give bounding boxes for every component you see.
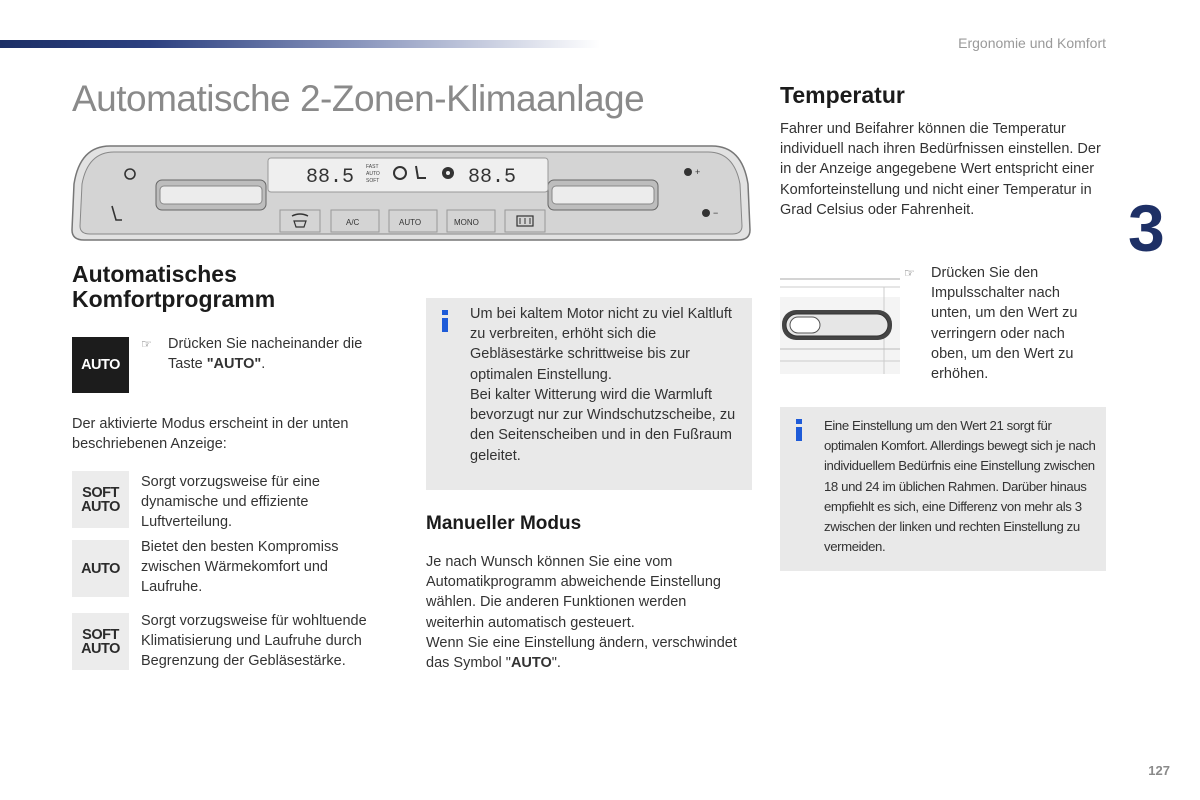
badge-line2: AUTO <box>81 560 120 577</box>
auto-key-icon: AUTO <box>72 337 129 393</box>
info-icon <box>796 419 802 441</box>
manual-para2-suffix: ". <box>551 655 561 672</box>
badge-line1: SOFT <box>82 484 119 501</box>
badge-line2: AUTO <box>81 498 120 515</box>
chapter-number: 3 <box>1128 191 1163 265</box>
instruction-key: "AUTO" <box>206 356 262 373</box>
instruction-text: Drücken Sie nacheinander die Taste <box>168 336 363 373</box>
badge-line2: AUTO <box>81 640 120 657</box>
manual-para2-key: AUTO <box>510 655 552 672</box>
temperature-heading: Temperatur <box>780 82 905 108</box>
svg-text:+: + <box>695 167 701 177</box>
mode-auto-label: AUTO <box>366 171 380 177</box>
auto-badge <box>72 540 129 597</box>
left-temp-display: 88.5 <box>306 166 355 189</box>
instruction-suffix: . <box>261 356 266 373</box>
mode-fast-label: FAST <box>366 164 379 170</box>
info-box-cold <box>426 298 752 490</box>
mode-desc-2: Bietet den besten Kompromiss zwischen Wärmekomfort und Laufruhe. <box>141 539 339 596</box>
right-temp-display: 88.5 <box>468 166 517 189</box>
temperature-instruction: Drücken Sie den Impulsschalter nach unten, um den Wert zu verringern oder nach oben, um den Wert zu erhöhen. <box>931 265 1078 383</box>
manual-para1: Je nach Wunsch können Sie eine vom Automatikprogramm abweichende Einstellung wählen. Die anderen Funktionen werden weiterhin automatisch gesteuert. <box>426 554 721 631</box>
mode-desc-1: Sorgt vorzugsweise für eine dynamische und effiziente Luftverteilung. <box>141 474 320 531</box>
comfort-heading <box>72 262 275 312</box>
display-intro: Der aktivierte Modus erscheint in der unten beschriebenen Anzeige: <box>72 416 349 453</box>
svg-text:−: − <box>713 208 719 218</box>
page-title: Automatische 2-Zonen-Klimaanlage <box>72 78 645 119</box>
mode-soft-label: SOFT <box>366 178 380 184</box>
climate-panel-illustration <box>70 144 752 244</box>
page-number: 127 <box>1148 763 1170 778</box>
temperature-text: Fahrer und Beifahrer können die Temperatur individuell nach ihren Bedürfnissen einstellen. Der in der Anzeige angegebene Wert entspricht einer Komforteinstellung und nicht einer Temperatur in Grad Celsius oder Fahrenheit. <box>780 121 1101 218</box>
info-cold-para1: Um bei kaltem Motor nicht zu viel Kaltluft zu verbreiten, erhöht sich die Gebläsestärke schrittweise bis zur optimalen Einstellung. <box>470 306 732 383</box>
comfort-heading-line1: Automatisches <box>72 261 237 287</box>
info-box-temperature <box>780 407 1106 571</box>
auto-button: AUTO <box>399 218 422 227</box>
ac-button: A/C <box>346 218 360 227</box>
info-temp-text: Eine Einstellung um den Wert 21 sorgt für optimalen Komfort. Allerdings bewegt sich je nach individuellem Bedürfnis eine Einstellung zwischen 18 und 24 im üblichen Rahmen. Darüber hinaus empfiehlt es sich, eine Differenz von mehr als 3 zwischen der linken und rechten Einstellung zu vermeiden. <box>824 418 1096 555</box>
section-title: Ergonomie und Komfort <box>958 35 1106 51</box>
bullet-arrow-icon: ☞ <box>904 266 915 280</box>
mode-desc-3: Sorgt vorzugsweise für wohltuende Klimatisierung und Laufruhe durch Begrenzung der Gebläsestärke. <box>141 613 367 670</box>
soft-auto-badge-2 <box>72 613 129 670</box>
fan-icon <box>442 167 454 179</box>
bullet-arrow-icon: ☞ <box>141 337 152 351</box>
manual-para2 <box>426 633 746 673</box>
mono-button: MONO <box>454 218 479 227</box>
badge-line1: SOFT <box>82 626 119 643</box>
header-accent-bar <box>0 40 600 48</box>
info-cold-para2: Bei kalter Witterung wird die Warmluft bevorzugt nur zur Windschutzscheibe, zu den Seitenscheiben und in den Fußraum geleitet. <box>470 387 736 464</box>
comfort-heading-line2: Komfortprogramm <box>72 286 276 312</box>
manual-heading: Manueller Modus <box>426 513 582 534</box>
info-icon <box>442 310 448 332</box>
temperature-switch-illustration <box>780 277 900 374</box>
manual-para2-text: Wenn Sie eine Einstellung ändern, verschwindet das Symbol " <box>426 635 737 672</box>
soft-auto-badge-1 <box>72 471 129 528</box>
comfort-instruction <box>168 334 398 374</box>
